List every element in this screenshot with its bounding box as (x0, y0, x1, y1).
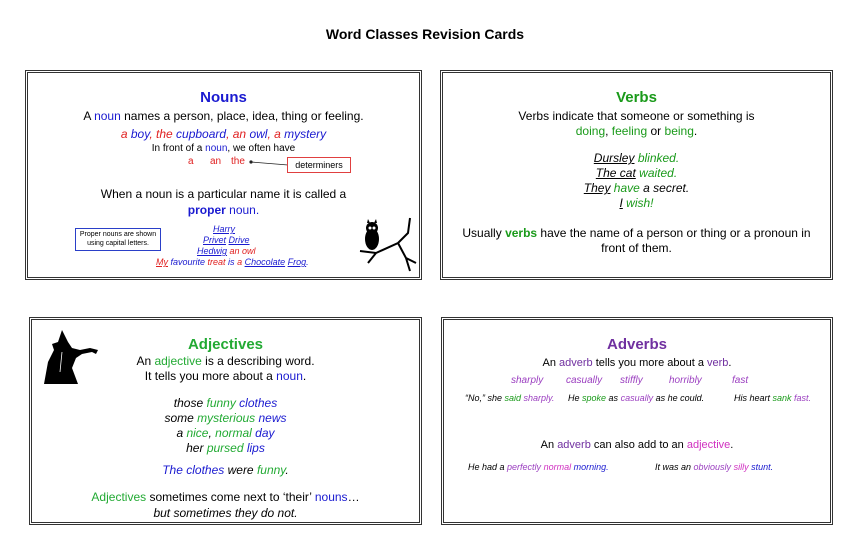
adjectives-card (29, 317, 422, 525)
owl-on-branch-icon (358, 213, 418, 273)
adjective-note: Adjectives sometimes come next to ‘their’ nouns… (91, 490, 360, 504)
adverb-list-item: stiffly (620, 375, 643, 386)
page-title: Word Classes Revision Cards (325, 26, 525, 42)
noun-definition: A noun names a person, place, idea, thing or feeling. (83, 109, 364, 123)
determiners-label: determiners (287, 157, 351, 173)
verbs-usually-text-2: front of them. (601, 241, 672, 255)
verbs-definition: Verbs indicate that someone or something is (518, 109, 755, 123)
proper-noun-text: When a noun is a particular name it is called a (100, 187, 347, 201)
adverb-adjective-text: An adverb can also add to an adjective. (540, 439, 734, 451)
determiner-the: the (231, 156, 245, 167)
adjective-noun-text: It tells you more about a noun. (144, 369, 307, 383)
verb-example-1: Dursley blinked. (593, 151, 680, 165)
adverb-list-item: fast (732, 375, 749, 386)
adjective-example-2: some mysterious news (164, 411, 287, 425)
example-harry: Harry (213, 224, 235, 234)
example-privet-drive: Privet Drive (203, 235, 250, 245)
adjectives-heading: Adjectives (187, 336, 264, 353)
verb-example-2: The cat waited. (595, 166, 678, 180)
adjective-example-4: her pursed lips (186, 441, 265, 455)
nouns-heading: Nouns (200, 89, 247, 106)
adverb-example-2: He spoke as casually as he could. (568, 393, 705, 403)
verbs-card (440, 70, 833, 280)
proper-noun-line: proper noun. (187, 203, 260, 217)
adjective-example-3: a nice, normal day (176, 426, 275, 440)
adverb-list-item: sharply (511, 375, 544, 386)
adverb-list-item: horribly (669, 375, 702, 386)
noun-examples: a boy, the cupboard, an owl, a mystery (120, 127, 327, 141)
verb-example-3: They have a secret. (583, 181, 690, 195)
adverbs-card (441, 317, 833, 525)
adverbs-heading: Adverbs (606, 336, 668, 353)
example-chocolate-frog: My favourite treat is a Chocolate Frog. (156, 257, 309, 267)
adverb-example-5: It was an obviously silly stunt. (655, 462, 774, 472)
determiner-an: an (210, 156, 222, 167)
adjective-definition: An adjective is a describing word. (136, 354, 315, 368)
verbs-usually-text: Usually verbs have the name of a person or thing or a pronoun in (462, 226, 811, 240)
adverb-example-1: “No,” she said sharply. (465, 393, 555, 403)
nouns-card (25, 70, 422, 280)
adverb-definition: An adverb tells you more about a verb. (542, 357, 732, 369)
determiner-a: a (188, 156, 194, 167)
wizard-silhouette-icon (38, 328, 100, 388)
adverb-example-3: His heart sank fast. (734, 393, 812, 403)
adverb-list-item: casually (566, 375, 603, 386)
adverb-example-4: He had a perfectly normal morning. (468, 462, 609, 472)
verb-example-4: I wish! (619, 196, 654, 210)
proper-nouns-note: Proper nouns are shown using capital letters. (75, 228, 161, 251)
noun-front-text: In front of a noun, we often have (151, 143, 296, 154)
adjective-sentence: The clothes were funny. (162, 463, 289, 477)
verbs-heading: Verbs (616, 89, 657, 106)
example-hedwig: Hedwig an owl (197, 246, 256, 256)
verbs-doing-feeling-being: doing, feeling or being. (575, 124, 698, 138)
adjective-note-2: but sometimes they do not. (153, 506, 298, 520)
adjective-example-1: those funny clothes (173, 396, 278, 410)
